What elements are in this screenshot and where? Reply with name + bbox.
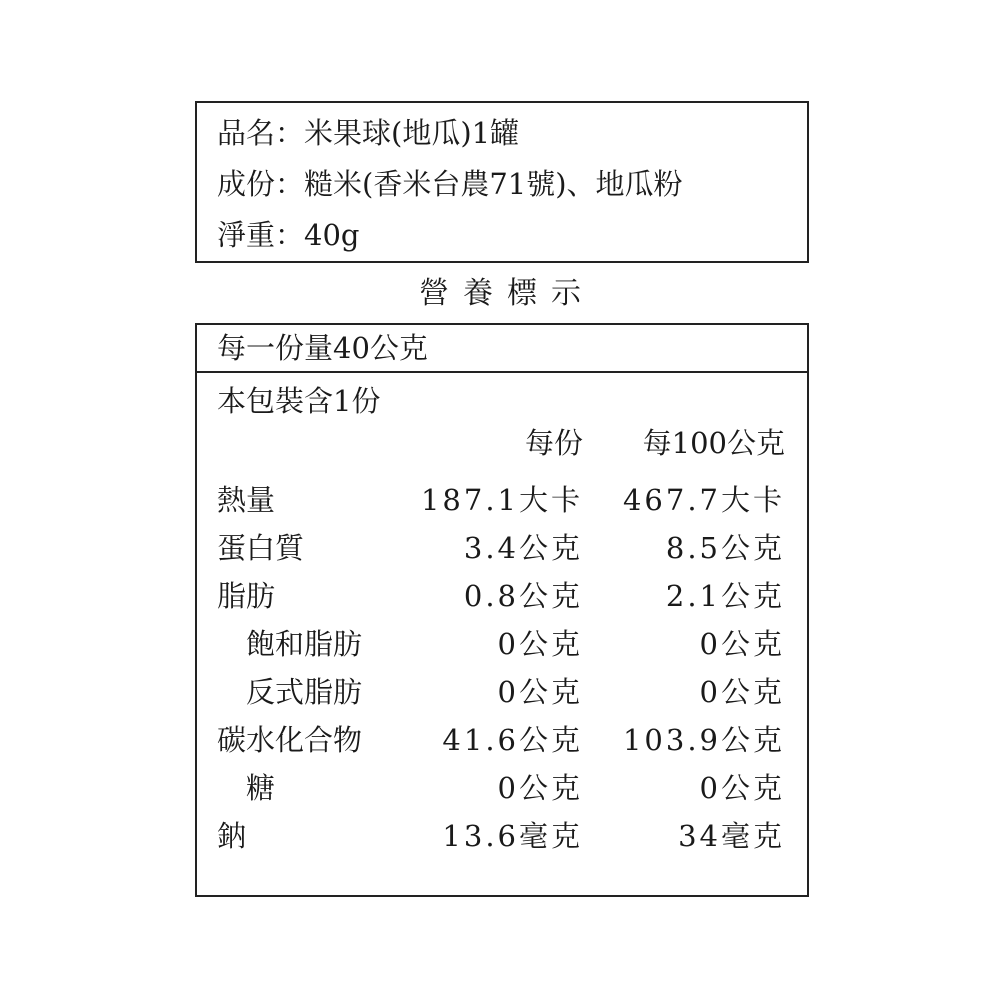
- nutrient-label: 熱量: [217, 483, 276, 517]
- nutrient-per-100g: 0公克: [699, 627, 785, 661]
- nutrient-per-100g: 0公克: [699, 675, 785, 709]
- nutrient-label: 鈉: [217, 819, 247, 853]
- nutrient-per-serving: 0公克: [497, 771, 583, 805]
- servings-per-package: 本包裝含1份: [217, 384, 381, 418]
- product-name: 品名：米果球(地瓜)1罐: [217, 116, 520, 150]
- nutrition-facts-table: [195, 323, 809, 897]
- nutrient-per-100g: 0公克: [699, 771, 785, 805]
- nutrient-per-100g: 103.9公克: [622, 723, 785, 757]
- nutrient-per-serving: 0.8公克: [463, 579, 583, 613]
- serving-size: 每一份量40公克: [217, 331, 428, 365]
- column-header-per-100g: 每100公克: [642, 426, 785, 460]
- product-ingredients: 成份：糙米(香米台農71號)、地瓜粉: [217, 167, 683, 201]
- nutrient-per-serving: 0公克: [497, 675, 583, 709]
- nutrient-per-100g: 8.5公克: [665, 531, 785, 565]
- nutrient-per-100g: 467.7大卡: [622, 483, 785, 517]
- nutrient-per-serving: 3.4公克: [463, 531, 583, 565]
- nutrient-per-serving: 0公克: [497, 627, 583, 661]
- nutrient-per-100g: 2.1公克: [665, 579, 785, 613]
- nutrient-label: 蛋白質: [217, 531, 305, 565]
- nutrient-label: 反式脂肪: [246, 675, 363, 709]
- nutrition-title: 營養標示: [419, 276, 595, 311]
- nutrient-label: 糖: [246, 771, 276, 805]
- nutrient-per-100g: 34毫克: [678, 819, 785, 853]
- product-net-weight: 淨重：40g: [217, 218, 360, 252]
- nutrient-per-serving: 187.1大卡: [420, 483, 583, 517]
- nutrient-per-serving: 41.6公克: [442, 723, 583, 757]
- nutrient-per-serving: 13.6毫克: [442, 819, 583, 853]
- column-header-per-serving: 每份: [524, 426, 583, 460]
- nutrient-label: 飽和脂肪: [246, 627, 363, 661]
- nutrient-label: 脂肪: [217, 579, 276, 613]
- serving-size-row: [197, 325, 807, 373]
- nutrient-label: 碳水化合物: [217, 723, 363, 757]
- product-info-box: [195, 101, 809, 263]
